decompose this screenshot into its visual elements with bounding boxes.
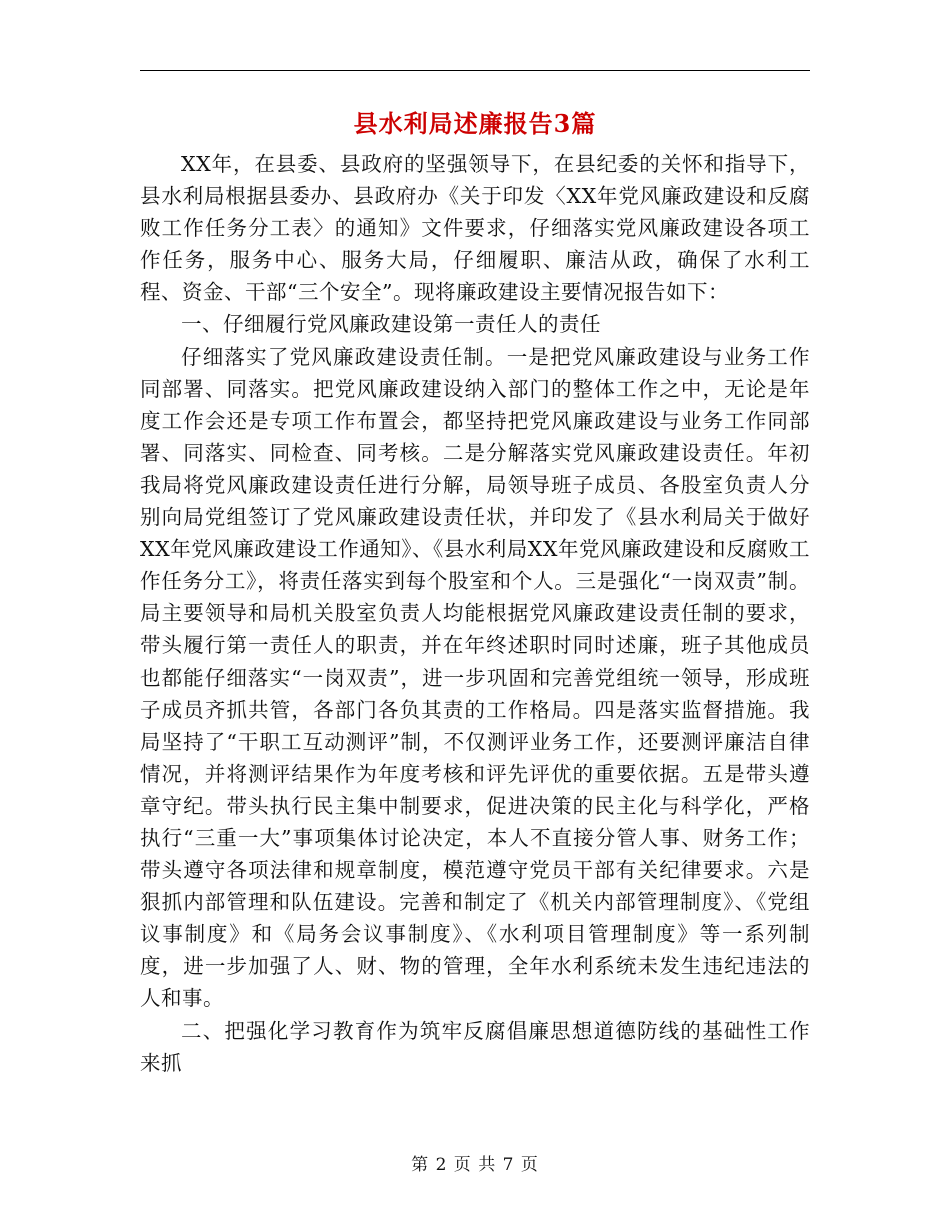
document-title: 县水利局述廉报告3篇	[353, 109, 597, 138]
document-body	[140, 148, 810, 1079]
intro-paragraph: XX年，在县委、县政府的坚强领导下，在县纪委的关怀和指导下，县水利局根据县委办、县政府办《关于印发〈XX年党风廉政建设和反腐败工作任务分工表〉的通知》文件要求，仔细落实党风廉政建设各项工作任务，服务中心、服务大局，仔细履职、廉洁从政，确保了水利工程、资金、干部“三个安全”。现将廉政建设主要情况报告如下：	[140, 152, 810, 305]
header-rule	[140, 70, 810, 71]
section-1-paragraph: 仔细落实了党风廉政建设责任制。一是把党风廉政建设与业务工作同部署、同落实。把党风廉政建设纳入部门的整体工作之中，无论是年度工作会还是专项工作布置会，都坚持把党风廉政建设与业务工作同部署、同落实、同检查、同考核。二是分解落实党风廉政建设责任。年初我局将党风廉政建设责任进行分解，局领导班子成员、各股室负责人分别向局党组签订了党风廉政建设责任状，并印发了《县水利局关于做好XX年党风廉政建设工作通知》、《县水利局XX年党风廉政建设和反腐败工作任务分工》，将责任落实到每个股室和个人。三是强化“一岗双责”制。局主要领导和局机关股室负责人均能根据党风廉政建设责任制的要求，带头履行第一责任人的职责，并在年终述职时同时述廉，班子其他成员也都能仔细落实“一岗双责”，进一步巩固和完善党组统一领导，形成班子成员齐抓共管，各部门各负其责的工作格局。四是落实监督措施。我局坚持了“干职工互动测评”制，不仅测评业务工作，还要测评廉洁自律情况，并将测评结果作为年度考核和评先评优的重要依据。五是带头遵章守纪。带头执行民主集中制要求，促进决策的民主化与科学化，严格执行“三重一大”事项集体讨论决定，本人不直接分管人事、财务工作；带头遵守各项法律和规章制度，模范遵守党员干部有关纪律要求。六是狠抓内部管理和队伍建设。完善和制定了《机关内部管理制度》、《党组议事制度》和《局务会议事制度》、《水利项目管理制度》等一系列制度，进一步加强了人、财、物的管理，全年水利系统未发生违纪违法的人和事。	[140, 344, 810, 1011]
section-heading-2: 二、把强化学习教育作为筑牢反腐倡廉思想道德防线的基础性工作来抓	[140, 1018, 810, 1075]
page-number: 第 2 页 共 7 页	[411, 1155, 539, 1175]
section-heading-1: 一、仔细履行党风廉政建设第一责任人的责任	[181, 312, 601, 337]
